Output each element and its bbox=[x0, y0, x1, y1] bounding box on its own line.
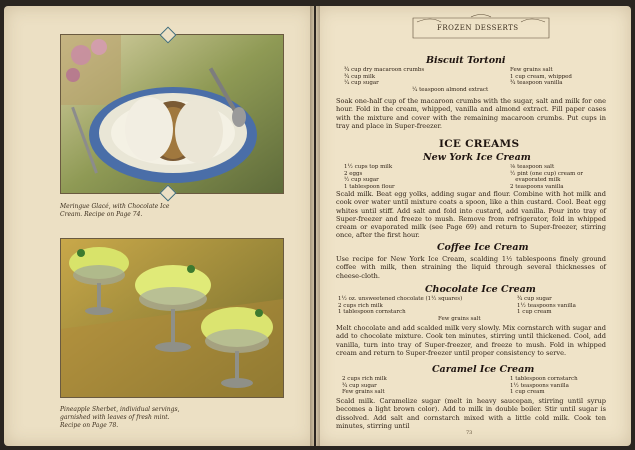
chocolate-ingredient-center: Few grains salt bbox=[438, 316, 481, 322]
ice-creams-heading: ICE CREAMS bbox=[439, 138, 520, 150]
pineapple-sherbet-illustration bbox=[61, 239, 283, 397]
biscuit-tortoni-ingredient-center: ¼ teaspoon almond extract bbox=[412, 87, 489, 93]
meringue-glace-photo bbox=[60, 34, 284, 194]
biscuit-tortoni-ingredients-right: Few grains salt 1 cup cream, whipped ¾ teaspoon vanilla bbox=[510, 67, 572, 86]
caramel-method: Scald milk. Caramelize sugar (melt in heavy saucepan, stirring until syrup becomes a light brown color). Add to milk in double boiler. Stir until sugar is dissolved. Add salt and cornstarch mixed with a little cold milk. Cook ten minutes, stirring until bbox=[336, 397, 606, 430]
caramel-ingredients-right: 1 tablespoon cornstarch 1½ teaspoons vanilla 1 cup cream bbox=[510, 376, 578, 395]
new-york-ingredients-left: 1½ cups top milk 2 eggs ½ cup sugar 1 tablespoon flour bbox=[344, 164, 395, 190]
book-gutter bbox=[310, 6, 320, 446]
chocolate-ingredients-left: 1½ oz. unsweetened chocolate (1½ squares) 2 cups rich milk 1 tablespoon cornstarch bbox=[338, 296, 463, 315]
page-number-right: 73 bbox=[466, 430, 473, 436]
coffee-method: Use recipe for New York Ice Cream, scalding 1½ tablespoons finely ground coffee with milk, then straining the liquid through several thicknesses of cheese-cloth. bbox=[336, 255, 606, 280]
chocolate-method: Melt chocolate and add scalded milk very slowly. Mix cornstarch with sugar and add to chocolate mixture. Cook ten minutes, stirring until thickened. Cool, add vanilla, turn into tray of Super-freezer, and freeze to mush. Fold in whipped cream and return to Super-freezer until proper consistency to serve. bbox=[336, 324, 606, 357]
new-york-title: New York Ice Cream bbox=[423, 152, 531, 163]
new-york-method: Scald milk. Beat egg yolks, adding sugar and flour. Combine with hot milk and cook over water until mixture coats a spoon, like a thin custard. Cool. Beat egg whites until stiff. Add salt and fold into custard, add vanilla. Pour into tray of Super-freezer and freeze to mush. Remove from refrigerator, fold in whipped cream or evaporated milk (see Page 69) and return to Super-freezer, stirring once, after the first hour. bbox=[336, 190, 606, 240]
chocolate-title: Chocolate Ice Cream bbox=[425, 284, 536, 295]
photo2-caption: Pineapple Sherbet, individual servings, garnished with leaves of fresh mint. Recipe on Page 78. bbox=[60, 406, 180, 429]
coffee-title: Coffee Ice Cream bbox=[437, 242, 529, 253]
photo1-caption: Meringue Glacé, with Chocolate Ice Cream. Recipe on Page 74. bbox=[60, 203, 170, 218]
biscuit-tortoni-method: Soak one-half cup of the macaroon crumbs with the sugar, salt and milk for one hour. Fold in the cream, whipped, vanilla and almond extract. Fill paper cases with the mixture and cover with the remaining macaroon crumbs. Put cups in tray and place in Super-freezer. bbox=[336, 97, 606, 130]
caramel-title: Caramel Ice Cream bbox=[432, 364, 535, 375]
meringue-glace-illustration bbox=[61, 35, 283, 193]
new-york-ingredients-right: ⅛ teaspoon salt ½ pint (one cup) cream or evaporated milk 2 teaspoons vanilla bbox=[510, 164, 584, 190]
biscuit-tortoni-title: Biscuit Tortoni bbox=[426, 55, 506, 66]
pineapple-sherbet-photo bbox=[60, 238, 284, 398]
biscuit-tortoni-ingredients-left: ¾ cup dry macaroon crumbs ¾ cup milk ¼ cup sugar bbox=[344, 67, 425, 86]
caramel-ingredients-left: 2 cups rich milk ¾ cup sugar Few grains salt bbox=[342, 376, 387, 395]
running-header: FROZEN DESSERTS bbox=[437, 24, 519, 32]
chocolate-ingredients-right: ¾ cup sugar 1½ teaspoons vanilla 1 cup cream bbox=[517, 296, 576, 315]
